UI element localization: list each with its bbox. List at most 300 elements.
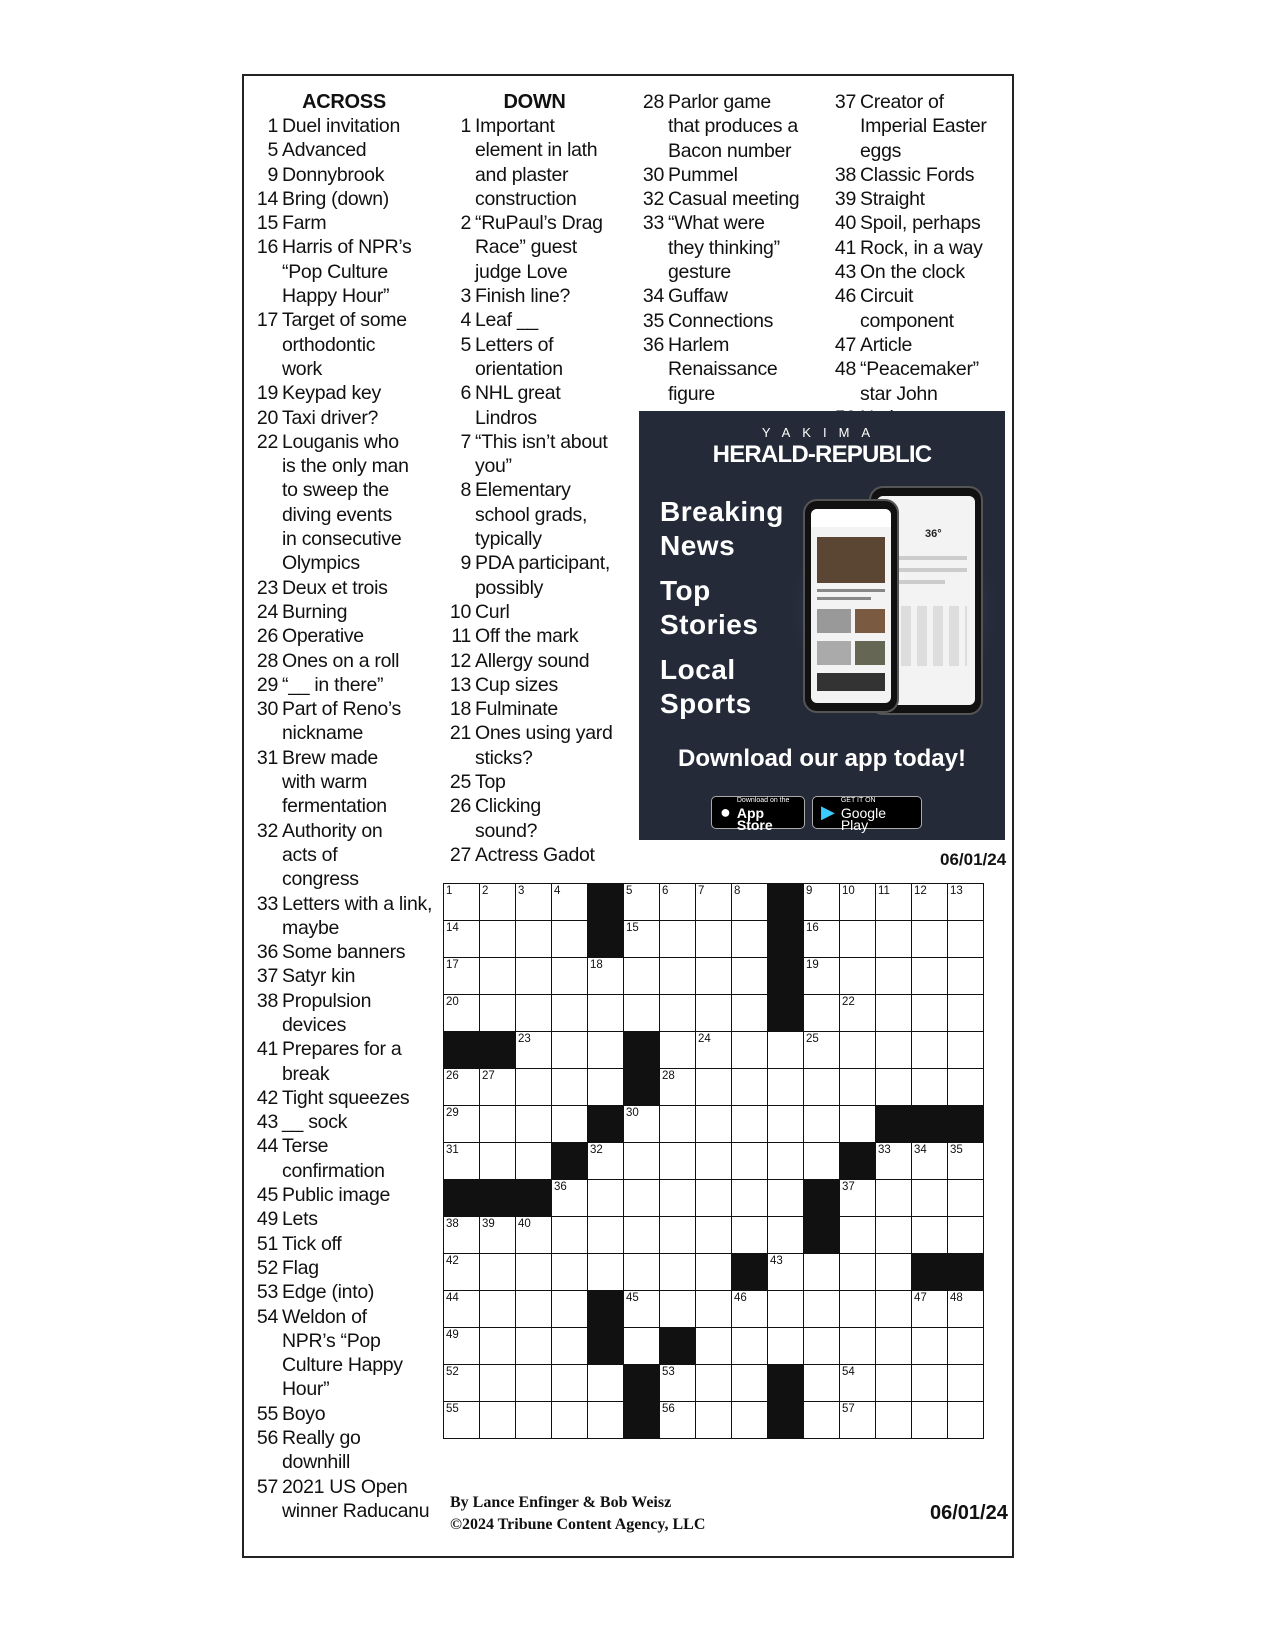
grid-cell[interactable] [480, 1069, 516, 1106]
clue-text [668, 187, 820, 211]
clue-item [832, 90, 1012, 163]
grid-cell[interactable] [876, 1069, 912, 1106]
black-square [516, 1180, 552, 1217]
grid-cell[interactable] [840, 1365, 876, 1402]
grid-cell[interactable] [588, 1143, 624, 1180]
grid-cell[interactable] [876, 1254, 912, 1291]
clue-number: 33 [642, 212, 664, 235]
grid-cell[interactable] [840, 884, 876, 921]
grid-cell[interactable] [912, 1180, 948, 1217]
grid-cell[interactable] [516, 1328, 552, 1365]
clue-text [860, 357, 1012, 406]
grid-cell[interactable] [876, 884, 912, 921]
grid-cell[interactable] [444, 1291, 480, 1328]
grid-cell[interactable] [840, 1402, 876, 1439]
grid-cell[interactable] [516, 1106, 552, 1143]
grid-cell[interactable] [480, 1402, 516, 1439]
grid-cell[interactable] [948, 1069, 984, 1106]
grid-cell[interactable] [588, 1254, 624, 1291]
grid-cell[interactable] [588, 1217, 624, 1254]
cell-number: 30 [626, 1107, 639, 1119]
grid-cell[interactable] [912, 884, 948, 921]
grid-cell[interactable] [588, 1180, 624, 1217]
grid-cell[interactable] [840, 1069, 876, 1106]
clue-text-line: Classic Fords [860, 163, 975, 186]
grid-cell[interactable] [696, 1106, 732, 1143]
crossword-grid[interactable] [443, 883, 984, 1439]
grid-cell[interactable] [552, 1217, 588, 1254]
clue-text-line: downhill [282, 1451, 351, 1474]
cell-number: 18 [590, 959, 603, 971]
clue-text-line: Fulminate [475, 698, 558, 721]
clue-text [860, 211, 1012, 235]
grid-cell[interactable] [480, 1291, 516, 1328]
clue-text-line: Weldon of [282, 1305, 367, 1328]
clue-text-line: Public image [282, 1184, 391, 1207]
clue-number: 46 [834, 285, 856, 308]
grid-cell[interactable] [588, 1032, 624, 1069]
grid-cell[interactable] [732, 1402, 768, 1439]
grid-cell[interactable] [588, 1365, 624, 1402]
clue-number: 12 [449, 649, 471, 672]
clue-text-line: Keypad key [282, 382, 381, 405]
grid-cell[interactable] [768, 1328, 804, 1365]
grid-cell[interactable] [444, 1402, 480, 1439]
app-advertisement[interactable] [639, 411, 1005, 840]
clue-text-line: Some banners [282, 941, 406, 964]
grid-cell[interactable] [840, 995, 876, 1032]
cell-number: 23 [518, 1033, 531, 1045]
grid-cell[interactable] [624, 1254, 660, 1291]
grid-cell[interactable] [660, 1106, 696, 1143]
grid-cell[interactable] [624, 1217, 660, 1254]
grid-cell[interactable] [804, 1032, 840, 1069]
clue-text-line: Deux et trois [282, 576, 388, 599]
grid-cell[interactable] [840, 921, 876, 958]
grid-cell[interactable] [696, 958, 732, 995]
grid-cell[interactable] [588, 958, 624, 995]
grid-cell[interactable] [444, 1254, 480, 1291]
clue-item [254, 940, 434, 964]
grid-cell[interactable] [696, 1254, 732, 1291]
cell-number: 1 [446, 885, 453, 897]
grid-cell[interactable] [876, 1402, 912, 1439]
black-square [552, 1143, 588, 1180]
grid-cell[interactable] [552, 1291, 588, 1328]
grid-cell[interactable] [516, 1143, 552, 1180]
grid-cell[interactable] [552, 995, 588, 1032]
grid-cell[interactable] [696, 921, 732, 958]
grid-cell[interactable] [732, 1106, 768, 1143]
grid-cell[interactable] [912, 1032, 948, 1069]
grid-cell[interactable] [516, 1032, 552, 1069]
grid-cell[interactable] [624, 884, 660, 921]
black-square [444, 1032, 480, 1069]
grid-cell[interactable] [948, 1032, 984, 1069]
grid-cell[interactable] [696, 995, 732, 1032]
grid-cell[interactable] [516, 1254, 552, 1291]
grid-cell[interactable] [444, 921, 480, 958]
grid-cell[interactable] [912, 1402, 948, 1439]
clue-text [860, 163, 1012, 187]
clue-text-line: Duel invitation [282, 115, 400, 137]
grid-row [444, 884, 984, 921]
grid-cell[interactable] [552, 1402, 588, 1439]
grid-cell[interactable] [660, 1217, 696, 1254]
clue-number: 10 [449, 600, 471, 623]
grid-cell[interactable] [804, 1106, 840, 1143]
grid-cell[interactable] [768, 1254, 804, 1291]
grid-cell[interactable] [516, 1365, 552, 1402]
clue-text-line: Race” guest [475, 236, 577, 259]
clue-text-line: Tick off [282, 1232, 342, 1255]
grid-cell[interactable] [804, 1291, 840, 1328]
cell-number: 49 [446, 1329, 459, 1341]
clue-item [447, 478, 622, 551]
grid-cell[interactable] [660, 921, 696, 958]
grid-cell[interactable] [516, 1069, 552, 1106]
grid-cell[interactable] [588, 1069, 624, 1106]
clue-item [447, 551, 622, 600]
grid-cell[interactable] [552, 1254, 588, 1291]
grid-cell[interactable] [732, 1069, 768, 1106]
clue-text [282, 138, 434, 162]
clue-number: 24 [256, 600, 278, 623]
cell-number: 15 [626, 922, 639, 934]
grid-cell[interactable] [732, 1328, 768, 1365]
grid-cell[interactable] [948, 1180, 984, 1217]
grid-cell[interactable] [948, 1291, 984, 1328]
grid-cell[interactable] [804, 1069, 840, 1106]
cell-number: 53 [662, 1366, 675, 1378]
grid-cell[interactable] [876, 995, 912, 1032]
grid-cell[interactable] [660, 884, 696, 921]
grid-cell[interactable] [552, 1328, 588, 1365]
grid-cell[interactable] [552, 1032, 588, 1069]
phone-front-image [803, 499, 899, 713]
clue-text-line: sticks? [475, 746, 533, 769]
clue-text [668, 333, 820, 406]
grid-cell[interactable] [732, 1180, 768, 1217]
clue-text [282, 1232, 434, 1256]
grid-cell[interactable] [876, 1032, 912, 1069]
cell-number: 44 [446, 1292, 459, 1304]
grid-cell[interactable] [804, 1328, 840, 1365]
clue-item [640, 309, 820, 333]
clue-text-line: Propulsion [282, 989, 372, 1012]
black-square [768, 995, 804, 1032]
clue-number: 38 [834, 163, 856, 186]
grid-cell[interactable] [732, 1291, 768, 1328]
byline-authors: By Lance Enfinger & Bob Weisz [450, 1494, 672, 1511]
grid-cell[interactable] [804, 958, 840, 995]
clue-text-line: Leaf __ [475, 309, 538, 332]
clue-number: 26 [256, 625, 278, 648]
grid-cell[interactable] [516, 1217, 552, 1254]
clue-text [282, 819, 434, 892]
grid-cell[interactable] [444, 1106, 480, 1143]
grid-cell[interactable] [804, 1143, 840, 1180]
grid-cell[interactable] [948, 1328, 984, 1365]
clue-text-line: winner Raducanu [282, 1499, 430, 1522]
grid-cell[interactable] [444, 958, 480, 995]
grid-cell[interactable] [516, 995, 552, 1032]
grid-cell[interactable] [912, 921, 948, 958]
grid-cell[interactable] [948, 1402, 984, 1439]
grid-cell[interactable] [732, 1217, 768, 1254]
grid-cell[interactable] [516, 958, 552, 995]
grid-cell[interactable] [480, 1143, 516, 1180]
grid-row [444, 995, 984, 1032]
grid-cell[interactable] [876, 921, 912, 958]
grid-cell[interactable] [876, 1143, 912, 1180]
grid-cell[interactable] [552, 1365, 588, 1402]
grid-cell[interactable] [624, 995, 660, 1032]
grid-cell[interactable] [696, 1143, 732, 1180]
grid-cell[interactable] [444, 1143, 480, 1180]
grid-cell[interactable] [732, 958, 768, 995]
grid-cell[interactable] [804, 1402, 840, 1439]
black-square [588, 1106, 624, 1143]
grid-cell[interactable] [480, 921, 516, 958]
grid-cell[interactable] [696, 1291, 732, 1328]
clue-item [640, 333, 820, 406]
clue-number: 55 [256, 1402, 278, 1425]
grid-cell[interactable] [696, 1032, 732, 1069]
grid-cell[interactable] [876, 1328, 912, 1365]
grid-cell[interactable] [912, 958, 948, 995]
grid-cell[interactable] [912, 1217, 948, 1254]
clue-text-line: with warm [282, 771, 368, 794]
grid-cell[interactable] [660, 995, 696, 1032]
grid-cell[interactable] [804, 995, 840, 1032]
grid-cell[interactable] [732, 1032, 768, 1069]
grid-cell[interactable] [660, 1365, 696, 1402]
cell-number: 54 [842, 1366, 855, 1378]
clue-item [254, 1475, 434, 1524]
grid-cell[interactable] [696, 1217, 732, 1254]
grid-cell[interactable] [732, 1365, 768, 1402]
grid-cell[interactable] [840, 1032, 876, 1069]
grid-cell[interactable] [660, 958, 696, 995]
grid-cell[interactable] [732, 884, 768, 921]
grid-cell[interactable] [552, 958, 588, 995]
clue-number: 32 [256, 819, 278, 842]
clue-text [282, 892, 434, 941]
grid-cell[interactable] [768, 1217, 804, 1254]
grid-cell[interactable] [624, 1106, 660, 1143]
clue-text-line: On the clock [860, 261, 965, 284]
grid-cell[interactable] [480, 995, 516, 1032]
grid-cell[interactable] [768, 1032, 804, 1069]
clue-item [447, 697, 622, 721]
grid-cell[interactable] [516, 1402, 552, 1439]
grid-cell[interactable] [696, 1180, 732, 1217]
grid-cell[interactable] [696, 1069, 732, 1106]
clue-text-line: __ sock [282, 1111, 348, 1134]
cell-number: 19 [806, 959, 819, 971]
grid-cell[interactable] [948, 1143, 984, 1180]
clue-number: 51 [256, 1232, 278, 1255]
grid-cell[interactable] [624, 921, 660, 958]
grid-cell[interactable] [948, 1217, 984, 1254]
grid-cell[interactable] [552, 1106, 588, 1143]
clue-text-line: star John [860, 382, 938, 405]
google-play-button[interactable] [812, 796, 922, 833]
grid-cell[interactable] [624, 1180, 660, 1217]
grid-cell[interactable] [840, 1254, 876, 1291]
app-store-button[interactable] [711, 796, 805, 833]
grid-cell[interactable] [660, 1143, 696, 1180]
clue-text-line: Ones using yard [475, 722, 613, 745]
clue-text-line: possibly [475, 576, 544, 599]
clue-text-line: figure [668, 382, 715, 405]
grid-cell[interactable] [732, 1143, 768, 1180]
clue-number: 48 [834, 358, 856, 381]
grid-cell[interactable] [552, 1180, 588, 1217]
grid-cell[interactable] [480, 958, 516, 995]
clue-text-line: Bacon number [668, 139, 792, 162]
clue-text [860, 284, 1012, 333]
clue-number: 25 [449, 771, 471, 794]
grid-cell[interactable] [444, 1365, 480, 1402]
across-clues [254, 90, 434, 1523]
grid-cell[interactable] [840, 1291, 876, 1328]
grid-cell[interactable] [624, 958, 660, 995]
grid-cell[interactable] [840, 1106, 876, 1143]
grid-cell[interactable] [480, 1365, 516, 1402]
ad-line-stories: Stories [660, 609, 759, 640]
grid-cell[interactable] [480, 1254, 516, 1291]
grid-cell[interactable] [768, 1180, 804, 1217]
grid-cell[interactable] [804, 1254, 840, 1291]
grid-cell[interactable] [696, 884, 732, 921]
clue-text-line: Edge (into) [282, 1281, 375, 1304]
clue-text [475, 381, 622, 430]
grid-cell[interactable] [444, 1217, 480, 1254]
grid-cell[interactable] [876, 1291, 912, 1328]
grid-cell[interactable] [804, 884, 840, 921]
grid-cell[interactable] [840, 958, 876, 995]
down-heading: DOWN [503, 91, 566, 113]
grid-cell[interactable] [948, 995, 984, 1032]
grid-cell[interactable] [876, 1217, 912, 1254]
clue-item [254, 1086, 434, 1110]
grid-cell[interactable] [768, 1106, 804, 1143]
grid-cell[interactable] [804, 1365, 840, 1402]
clue-text [475, 308, 622, 332]
grid-cell[interactable] [876, 958, 912, 995]
grid-cell[interactable] [516, 884, 552, 921]
grid-cell[interactable] [480, 1217, 516, 1254]
phone-temperature: 36° [925, 528, 942, 540]
grid-cell[interactable] [912, 1365, 948, 1402]
grid-cell[interactable] [804, 921, 840, 958]
grid-cell[interactable] [480, 1106, 516, 1143]
clue-number: 53 [256, 1281, 278, 1304]
grid-cell[interactable] [768, 1143, 804, 1180]
grid-cell[interactable] [660, 1254, 696, 1291]
grid-cell[interactable] [912, 995, 948, 1032]
grid-cell[interactable] [948, 884, 984, 921]
clue-item [254, 1280, 434, 1304]
grid-cell[interactable] [912, 1328, 948, 1365]
clue-text-line: Letters with a link, [282, 892, 433, 915]
clue-text [475, 649, 622, 673]
grid-cell[interactable] [444, 884, 480, 921]
grid-cell[interactable] [768, 1069, 804, 1106]
clue-text-line: Happy Hour” [282, 285, 390, 308]
grid-cell[interactable] [444, 1069, 480, 1106]
grid-cell[interactable] [660, 1180, 696, 1217]
grid-cell[interactable] [660, 1069, 696, 1106]
grid-cell[interactable] [516, 1291, 552, 1328]
grid-cell[interactable] [516, 921, 552, 958]
grid-cell[interactable] [732, 921, 768, 958]
grid-cell[interactable] [660, 1032, 696, 1069]
grid-cell[interactable] [840, 1217, 876, 1254]
grid-cell[interactable] [840, 1180, 876, 1217]
grid-cell[interactable] [552, 884, 588, 921]
clue-item [447, 721, 622, 770]
grid-cell[interactable] [948, 1365, 984, 1402]
grid-cell[interactable] [840, 1328, 876, 1365]
cell-number: 13 [950, 885, 963, 897]
play-icon: ▶ [821, 802, 835, 822]
clue-text-line: you” [475, 455, 512, 478]
grid-cell[interactable] [660, 1291, 696, 1328]
grid-cell[interactable] [912, 1143, 948, 1180]
grid-cell[interactable] [588, 995, 624, 1032]
clue-item [832, 163, 1012, 187]
grid-cell[interactable] [660, 1402, 696, 1439]
black-square [768, 1365, 804, 1402]
grid-cell[interactable] [624, 1143, 660, 1180]
grid-cell[interactable] [552, 921, 588, 958]
grid-cell[interactable] [768, 1291, 804, 1328]
grid-cell[interactable] [624, 1328, 660, 1365]
grid-cell[interactable] [588, 1402, 624, 1439]
cell-number: 42 [446, 1255, 459, 1267]
clue-text [475, 697, 622, 721]
black-square [624, 1069, 660, 1106]
grid-cell[interactable] [444, 995, 480, 1032]
ad-city: YAKIMA [761, 425, 883, 440]
grid-cell[interactable] [912, 1291, 948, 1328]
grid-cell[interactable] [876, 1365, 912, 1402]
grid-cell[interactable] [552, 1069, 588, 1106]
clue-text-line: Creator of [860, 91, 944, 113]
grid-cell[interactable] [696, 1328, 732, 1365]
grid-cell[interactable] [912, 1069, 948, 1106]
grid-cell[interactable] [444, 1328, 480, 1365]
clue-text [282, 1183, 434, 1207]
grid-cell[interactable] [480, 1328, 516, 1365]
grid-cell[interactable] [696, 1365, 732, 1402]
grid-cell[interactable] [624, 1291, 660, 1328]
clue-text [282, 1280, 434, 1304]
grid-cell[interactable] [480, 884, 516, 921]
grid-cell[interactable] [948, 921, 984, 958]
down-clues-continued-2 [832, 90, 1012, 430]
grid-cell[interactable] [696, 1402, 732, 1439]
grid-cell[interactable] [948, 958, 984, 995]
google-play-small-label: GET IT ON [840, 796, 876, 804]
grid-cell[interactable] [876, 1180, 912, 1217]
clue-number: 44 [256, 1135, 278, 1158]
grid-cell[interactable] [732, 995, 768, 1032]
clue-text [475, 721, 622, 770]
